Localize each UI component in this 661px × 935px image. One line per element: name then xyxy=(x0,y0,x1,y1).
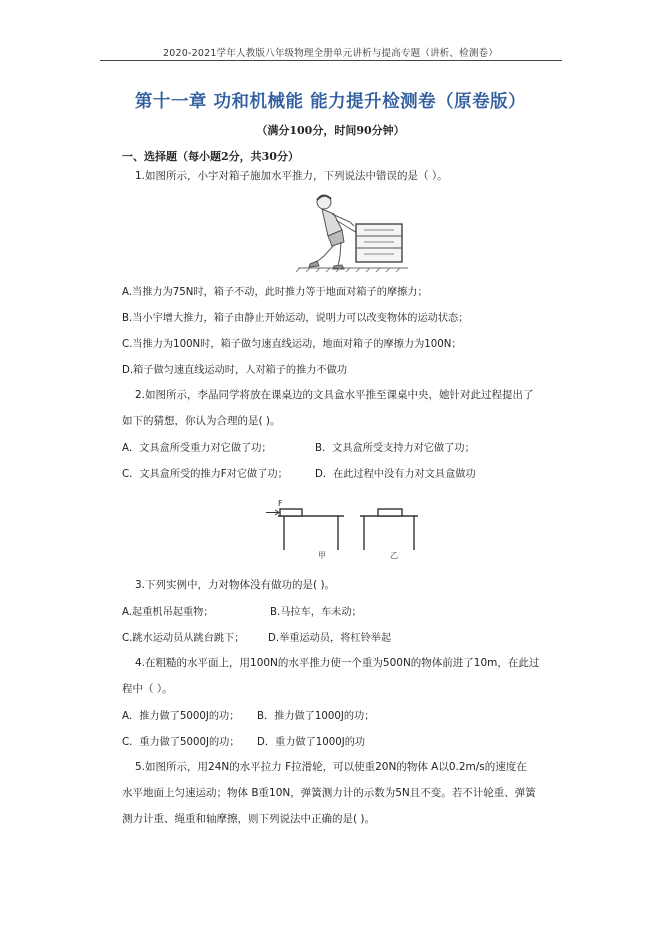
question-2-option-d: D．在此过程中没有力对文具盒做功 xyxy=(315,469,476,480)
boy-pushing-box-figure xyxy=(284,190,410,272)
question-4-option-c: C．重力做了5000J的功； xyxy=(122,737,240,748)
question-4-option-a: A．推力做了5000J的功； xyxy=(122,711,240,722)
question-5-line-3: 测力计重、绳重和轴摩擦，则下列说法中正确的是( )。 xyxy=(122,813,376,825)
question-2-option-a: A．文具盒所受重力对它做了功； xyxy=(122,443,272,454)
question-3-stem: 3.下列实例中，力对物体没有做功的是( )。 xyxy=(135,579,336,591)
question-2-stem-line-2: 如下的猜想，你认为合理的是( )。 xyxy=(122,415,281,427)
desk-pencil-box-figure xyxy=(264,496,424,562)
page-header: 2020-2021学年人教版八年级物理全册单元讲析与提高专题（讲析、检测卷） xyxy=(163,48,498,59)
question-3-option-c: C.跳水运动员从跳台跳下； xyxy=(122,633,245,644)
question-3-option-b: B.马拉车，车未动； xyxy=(270,607,362,618)
question-5-line-2: 水平地面上匀速运动；物体 B重10N，弹簧测力计的示数为5N且不变。若不计轮重、弹簧 xyxy=(122,787,536,799)
question-3-option-d: D.举重运动员，将杠铃举起 xyxy=(268,633,392,644)
question-1-option-c: C.当推力为100N时，箱子做匀速直线运动，地面对箱子的摩擦力为100N； xyxy=(122,339,462,350)
question-4-option-d: D．重力做了1000J的功 xyxy=(257,737,366,748)
question-4-option-b: B．推力做了1000J的功； xyxy=(257,711,375,722)
header-divider xyxy=(100,60,562,61)
question-2-option-b: B．文具盒所受支持力对它做了功； xyxy=(315,443,475,454)
question-5-line-1: 5.如图所示，用24N的水平拉力 F拉滑轮，可以使重20N的物体 A以0.2m/s的速度在 xyxy=(135,761,527,773)
page-title: 第十一章 功和机械能 能力提升检测卷（原卷版） xyxy=(134,92,527,112)
page-subtitle: （满分100分，时间90分钟） xyxy=(256,124,405,137)
question-3-option-a: A.起重机吊起重物； xyxy=(122,607,214,618)
question-1-option-b: B.当小宇增大推力，箱子由静止开始运动，说明力可以改变物体的运动状态； xyxy=(122,313,469,324)
force-label: F xyxy=(278,499,283,508)
figure-label-yi: 乙 xyxy=(390,551,398,560)
question-4-stem-line-2: 程中（ ）。 xyxy=(122,683,173,695)
question-1-stem: 1.如图所示，小宇对箱子施加水平推力，下列说法中错误的是（ ）。 xyxy=(135,170,448,182)
question-2-option-c: C．文具盒所受的推力F对它做了功； xyxy=(122,469,288,480)
section-heading: 一、选择题（每小题2分，共30分） xyxy=(122,150,299,163)
question-2-stem-line-1: 2.如图所示，李晶同学将放在课桌边的文具盒水平推至课桌中央，她针对此过程提出了 xyxy=(135,389,534,401)
figure-label-jia: 甲 xyxy=(318,551,326,560)
question-4-stem-line-1: 4.在粗糙的水平面上，用100N的水平推力使一个重为500N的物体前进了10m，在此过 xyxy=(135,657,540,669)
question-1-option-a: A.当推力为75N时，箱子不动，此时推力等于地面对箱子的摩擦力； xyxy=(122,287,428,298)
question-1-option-d: D.箱子做匀速直线运动时，人对箱子的推力不做功 xyxy=(122,365,348,376)
